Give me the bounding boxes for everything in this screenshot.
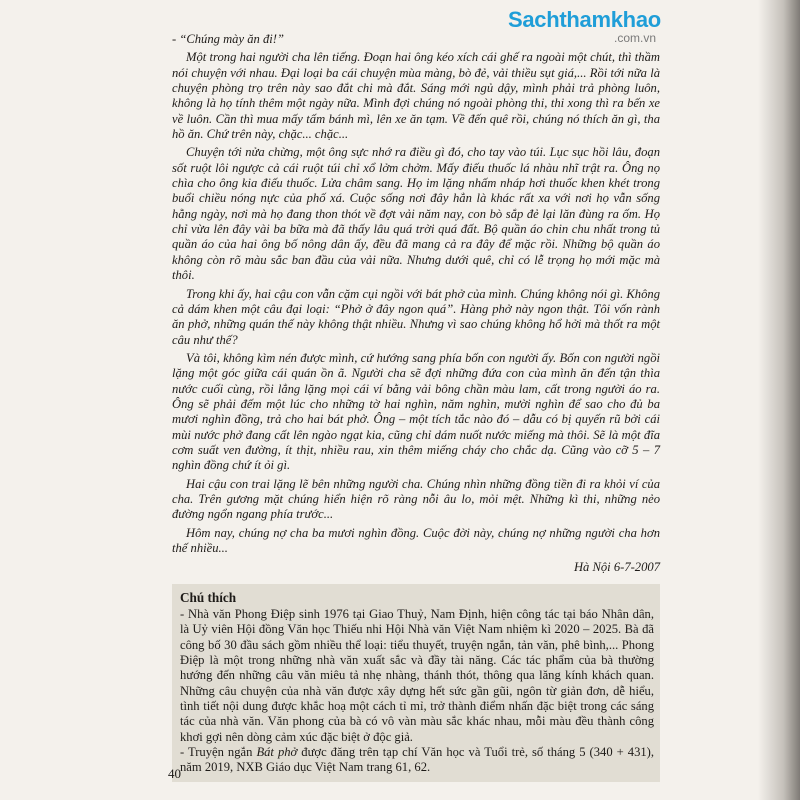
- watermark-domain: .com.vn: [613, 31, 656, 45]
- page-binding-shadow: [758, 0, 800, 800]
- notes-source-suffix: được đăng trên tạp chí Văn học và Tuổi trẻ, số tháng 5 (340 + 431), năm 2019, NXB Giáo dục Việt Nam trang 61, 62.: [180, 745, 655, 775]
- page-number: 40: [168, 766, 181, 781]
- watermark-brand: Sachthamkhao: [508, 7, 661, 32]
- story-paragraph: Trong khi ấy, hai cậu con vẫn cặm cụi ngồi với bát phở của mình. Chúng không nói gì. Không cả dám khen một câu đại loại: “Phở ở đây ngon quá”. Hàng phở này ngon thật. Tôi vốn rành ăn phở, những quán thế này không thật nhiều. Nhưng vì sao chúng không hổ hởi mà thốt ra một câu như thế?: [172, 286, 660, 347]
- notes-box: [172, 584, 660, 782]
- story-paragraph: Chuyện tới nửa chừng, một ông sực nhớ ra điều gì đó, cho tay vào túi. Lục sục hồi lâu, đoạn sốt ruột lôi ngược cả cái ruột túi chỉ xổ lởm chởm. Mấy điếu thuốc lá nhàu nhĩ trật ra. Ông nọ chìa cho ông kia điếu thuốc. Lửa châm sang. Họ im lặng nhấm nháp hơi thuốc khen khét trong buổi chiều nóng nực của phố xá. Cuộc sống nơi đây hẳn là khác rất xa với nơi họ vẫn sống hằng ngày, nơi mà họ đang thon thót về đợt vải năm nay, con bò sắp đẻ lại lăn đùng ra ốm. Họ chỉ vừa lên đây vài ba bữa mà đã thấy lâu quá trời quá đất. Bộ quần áo chin chu nhất trong tủ quần áo của hai ông bố nông dân ấy, đều đã mang cả ra đây để mặc rồi. Những bộ quần áo không còn rõ màu sắc ban đầu của vải nữa. Nhưng dưới quê, chỉ có lễ trọng họ mới mặc mà thôi.: [172, 145, 660, 283]
- story-opening-line: - “Chúng mày ăn đi!”: [172, 32, 284, 46]
- notes-source-prefix: - Truyện ngắn: [180, 745, 257, 760]
- notes-item-source: [180, 745, 654, 776]
- notes-heading: Chú thích: [180, 589, 237, 605]
- story-signature: Hà Nội 6-7-2007: [573, 560, 660, 575]
- story-paragraph: Hai cậu con trai lặng lẽ bên những người cha. Chúng nhìn những đồng tiền đi ra khỏi ví của cha. Trên gương mặt chúng hiển hiện rõ ràng nỗi âu lo, mỏi mệt. Những kì thi, những nẻo đường ngổn ngang phía trước...: [172, 476, 660, 522]
- page-content: [172, 32, 660, 782]
- story-paragraph: Một trong hai người cha lên tiếng. Đoạn hai ông kéo xích cái ghế ra ngoài một chút, thì thầm nói chuyện với nhau. Đại loại ba cái chuyện mùa màng, bò đẻ, vải thiều sụt giá,... Rồi tới nữa là chuyện phòng trọ trên này sao đắt chi mà đắt. Sáng mới ngủ dậy, mình phải trả phòng luôn, không là họ tính thêm một ngày nữa. Mình đợi chúng nó ngoài phòng thi, thi xong thì ra bến xe về luôn. Cần thì mua mấy tấm bánh mì, lên xe ăn tạm. Về đến quê rồi, chúng nó thích ăn gì, tha hồ ăn. Chứ trên này, chặc... chặc...: [172, 50, 660, 142]
- story-paragraph: Hôm nay, chúng nợ cha ba mươi nghìn đồng. Cuộc đời này, chúng nợ những người cha hơn thế nhiều...: [172, 525, 660, 555]
- story-text: [172, 32, 660, 576]
- notes-item-author: - Nhà văn Phong Điệp sinh 1976 tại Giao Thuỷ, Nam Định, hiện công tác tại báo Nhân dân, là Uỷ viên Hội đồng Văn học Thiếu nhi Hội Nhà văn Việt Nam nhiệm kì 2020 – 2025. Bà đã công bố 30 đầu sách gồm nhiều thể loại: tiểu thuyết, truyện ngắn, tản văn, phê bình,... Phong Điệp là một trong những nhà văn xuất sắc và đầy tài năng. Các tác phẩm của bà thường hướng đến những câu văn miêu tả nhẹ nhàng, thánh thót, thông qua lăng kính khách quan. Những câu chuyện của nhà văn được xây dựng hết sức gần gũi, ngôn từ giản đơn, dễ hiểu, tình tiết nội dung được khắc hoạ một cách tỉ mỉ, trở thành điểm nhấn đặc biệt trong các sáng tác của nhà văn. Văn phong của bà có vô vàn màu sắc khác nhau, mỗi màu đều thành công khơi gợi nên dòng cảm xúc đặc biệt ở độc giả.: [180, 607, 654, 744]
- notes-source-title: Bát phở: [256, 745, 298, 760]
- story-paragraph: Và tôi, không kìm nén được mình, cứ hướng sang phía bốn con người ấy. Bốn con người ngồi lặng một góc giữa cái quán ồn ã. Người cha sẽ đợi những đứa con của mình ăn đến tận thìa nước cuối cùng, rồi lẳng lặng mọi cái ví bằng vải bông chần màu lam, cất trong người áo ra. Ông sẽ phải đếm một lúc cho những tờ hai nghìn, năm nghìn, mười nghìn để sao cho đủ ba mươi nghìn đồng, trả cho hai bát phở. Ông – một tích tắc nào đó – dẫu có bị quyến rũ bởi cái mùi nước phở đang cất lên ngào ngạt kia, cũng chỉ dám nuốt nước miếng mà thôi. Sẽ là một đĩa cơm suất ven đường, ít thịt, nhiều rau, xin thêm miếng cháy cho chắc dạ. Cũng vào cỡ 5 – 7 nghìn đồng chứ ít ỏi gì.: [172, 350, 660, 473]
